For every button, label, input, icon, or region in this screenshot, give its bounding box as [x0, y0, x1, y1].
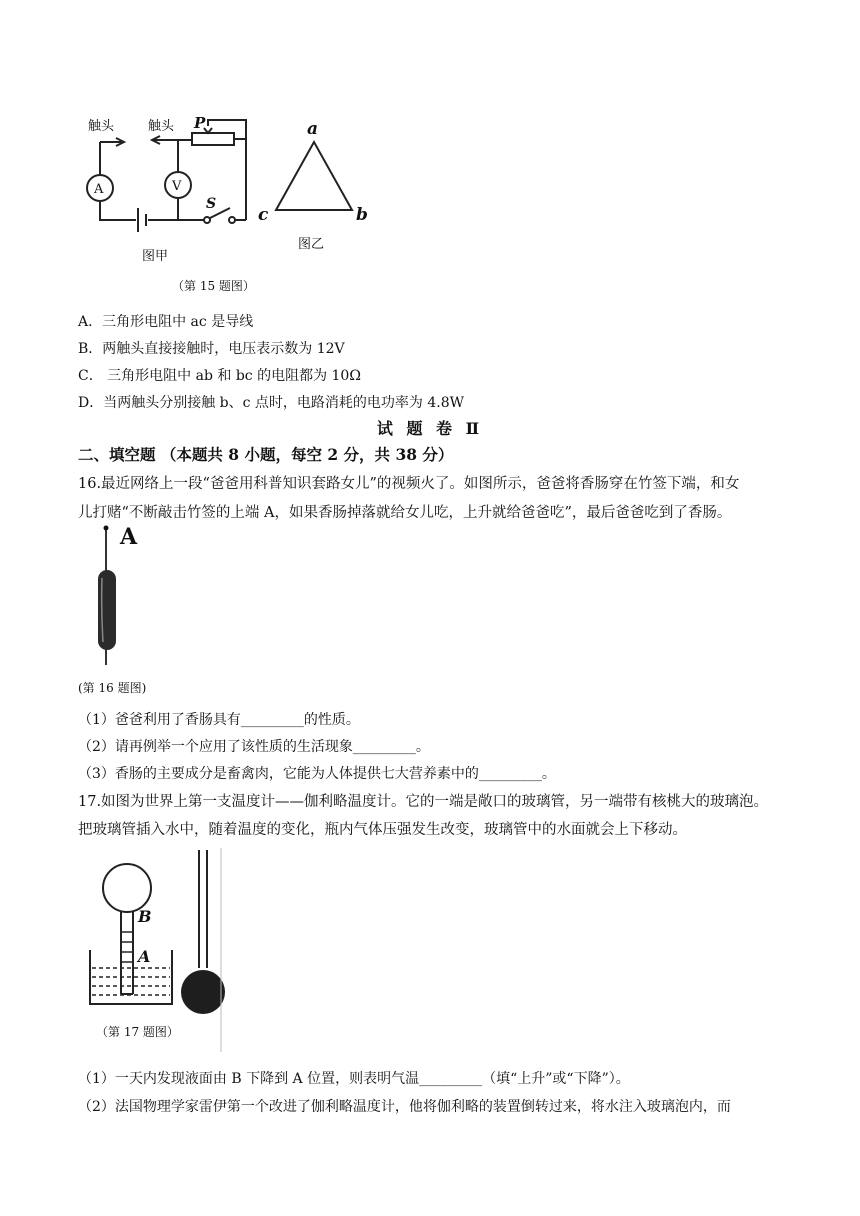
fig17-label-a: A	[138, 947, 151, 966]
slider-label: P	[194, 114, 206, 132]
figure-jia-label: 图甲	[142, 249, 169, 264]
ammeter-symbol: A	[94, 182, 104, 197]
figure-yi-label: 图乙	[298, 237, 325, 252]
figure-15-caption: （第 15 题图）	[172, 279, 255, 293]
fig17-label-b: B	[138, 907, 152, 926]
q16-sub1: （1）爸爸利用了香肠具有_________的性质。	[78, 712, 360, 728]
option-a: A．三角形电阻中 ac 是导线	[78, 314, 254, 330]
figure-16-sausage	[72, 520, 192, 700]
vertex-b-label: b	[356, 205, 368, 225]
option-d: D．当两触头分别接触 b、c 点时，电路消耗的电功率为 4.8W	[78, 395, 465, 411]
q16-stem-line1: 16.最近网络上一段“爸爸用科普知识套路女儿”的视频火了。如图所示，爸爸将香肠穿在竹签下端，和女	[78, 476, 740, 492]
switch-label: S	[206, 196, 217, 212]
q16-sub3: （3）香肠的主要成分是畜禽肉，它能为人体提供七大营养素中的_________。	[78, 766, 556, 782]
q16-sub2: （2）请再例举一个应用了该性质的生活现象_________。	[78, 739, 430, 755]
contact-right-label: 触头	[148, 119, 175, 134]
voltmeter-symbol: V	[172, 179, 182, 194]
fig16-point-a-label: A	[120, 524, 138, 550]
q17-sub1: （1）一天内发现液面由 B 下降到 A 位置，则表明气温_________（填“上升”或“下降”）。	[78, 1071, 630, 1087]
vertex-c-label: c	[258, 205, 269, 225]
q16-stem-line2: 儿打赌“不断敲击竹签的上端 A，如果香肠掉落就给女儿吃，上升就给爸爸吃”，最后爸爸吃到了香肠。	[78, 505, 732, 521]
contact-left-label: 触头	[88, 119, 115, 134]
vertex-a-label: a	[307, 119, 319, 139]
q17-stem-line2: 把玻璃管插入水中，随着温度的变化，瓶内气体压强发生改变，玻璃管中的水面就会上下移动。	[78, 822, 687, 838]
option-c: C． 三角形电阻中 ab 和 bc 的电阻都为 10Ω	[78, 368, 361, 384]
option-b: B．两触头直接接触时，电压表示数为 12V	[78, 341, 345, 357]
figure-16-caption: (第 16 题图)	[78, 681, 147, 695]
figure-17-thermometer	[80, 846, 240, 1056]
figure-15-circuit	[70, 108, 390, 298]
section-heading: 二、填空题 （本题共 8 小题，每空 2 分，共 38 分）	[78, 445, 454, 464]
paper-title: 试 题 卷 Ⅱ	[376, 419, 484, 438]
q17-stem-line1: 17.如图为世界上第一支温度计——伽利略温度计。它的一端是敞口的玻璃管，另一端带有核桃大的玻璃泡。	[78, 794, 769, 810]
figure-17-caption: （第 17 题图）	[96, 1025, 179, 1039]
q17-sub2: （2）法国物理学家雷伊第一个改进了伽利略温度计，他将伽利略的装置倒转过来，将水注入玻璃泡内，而	[78, 1099, 731, 1115]
